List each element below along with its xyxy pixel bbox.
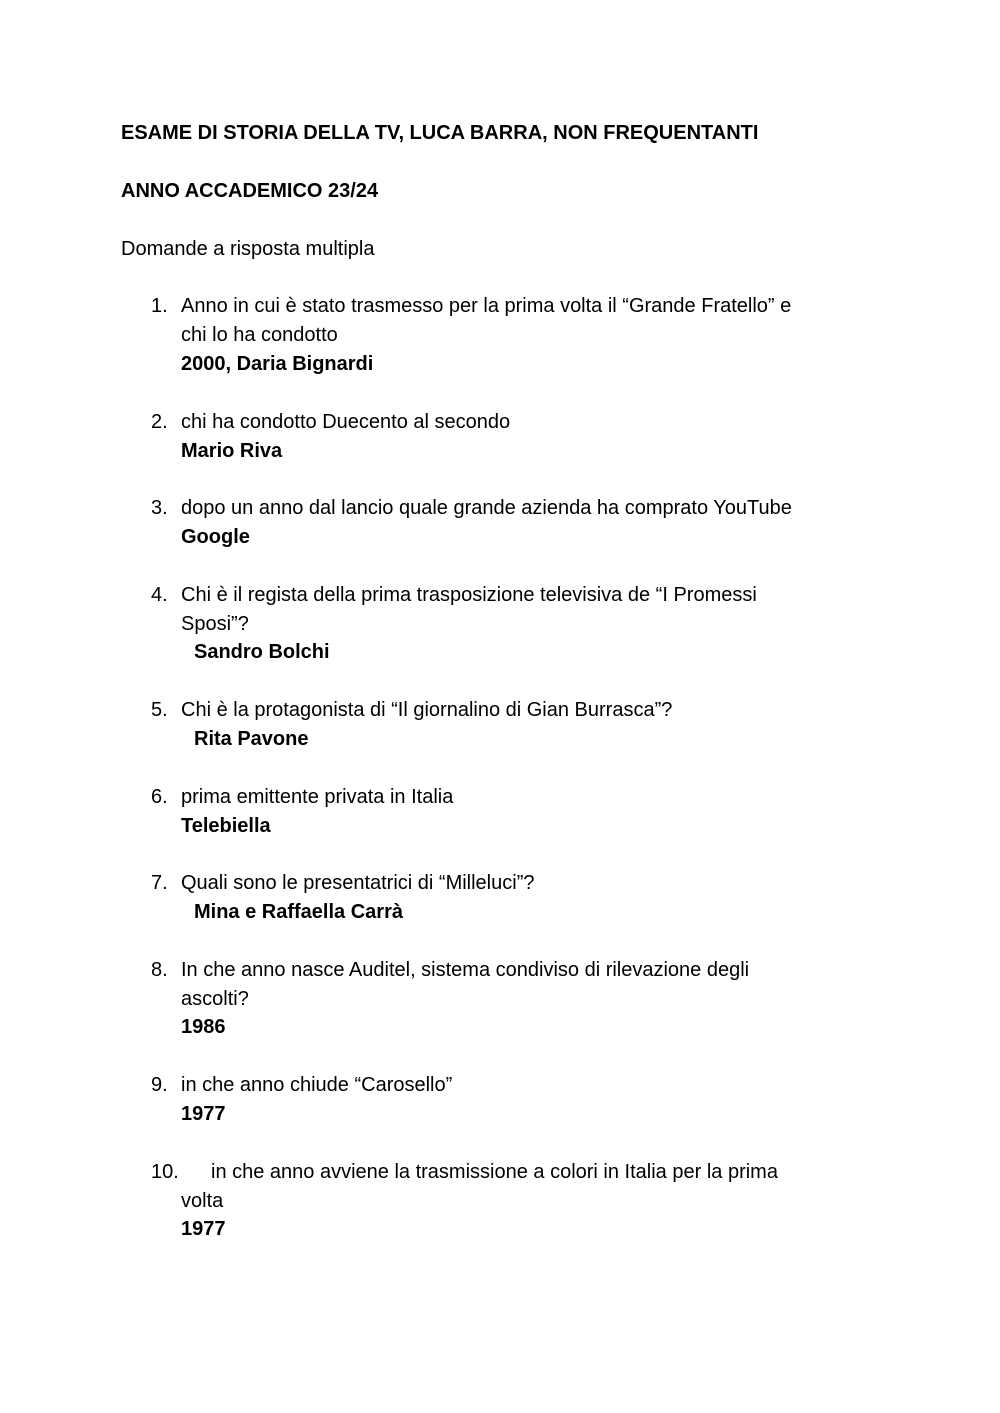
question-text: in che anno avviene la trasmissione a colori in Italia per la prima (211, 1161, 778, 1183)
answer-text: Mina e Raffaella Carrà (194, 901, 403, 923)
question-text-continued: volta (181, 1190, 224, 1212)
question-text-continued: ascolti? (181, 988, 249, 1010)
question-text: chi ha condotto Duecento al secondo (181, 411, 511, 433)
answer-text: Mario Riva (181, 440, 283, 462)
answer-text: 1977 (181, 1218, 226, 1240)
answer-text: Google (181, 526, 250, 548)
question-text-continued: chi lo ha condotto (181, 324, 338, 346)
question-text: in che anno chiude “Carosello” (181, 1074, 453, 1096)
academic-year: ANNO ACCADEMICO 23/24 (121, 180, 379, 202)
question-text: dopo un anno dal lancio quale grande azienda ha comprato YouTube (181, 497, 792, 519)
question-text: Anno in cui è stato trasmesso per la prima volta il “Grande Fratello” e (181, 295, 792, 317)
document-title: ESAME DI STORIA DELLA TV, LUCA BARRA, NON FREQUENTANTI (121, 122, 759, 144)
section-heading: Domande a risposta multipla (121, 238, 375, 260)
question-text: prima emittente privata in Italia (181, 786, 454, 808)
question-number: 5. (151, 699, 168, 721)
question-number: 7. (151, 872, 168, 894)
answer-text: 1977 (181, 1103, 226, 1125)
answer-text: 1986 (181, 1016, 226, 1038)
question-text-continued: Sposi”? (181, 613, 249, 635)
question-number: 9. (151, 1074, 168, 1096)
question-number: 10. (151, 1161, 179, 1183)
question-text: In che anno nasce Auditel, sistema condiviso di rilevazione degli (181, 959, 750, 981)
question-text: Chi è il regista della prima trasposizione televisiva de “I Promessi (181, 584, 757, 606)
question-text: Quali sono le presentatrici di “Milleluci”? (181, 872, 535, 894)
question-number: 1. (151, 295, 168, 317)
question-number: 2. (151, 411, 168, 433)
answer-text: Rita Pavone (194, 728, 309, 750)
question-number: 6. (151, 786, 168, 808)
question-number: 4. (151, 584, 168, 606)
question-number: 3. (151, 497, 168, 519)
answer-text: 2000, Daria Bignardi (181, 353, 374, 375)
answer-text: Telebiella (181, 815, 271, 837)
question-text: Chi è la protagonista di “Il giornalino di Gian Burrasca”? (181, 699, 673, 721)
answer-text: Sandro Bolchi (194, 641, 330, 663)
question-number: 8. (151, 959, 168, 981)
